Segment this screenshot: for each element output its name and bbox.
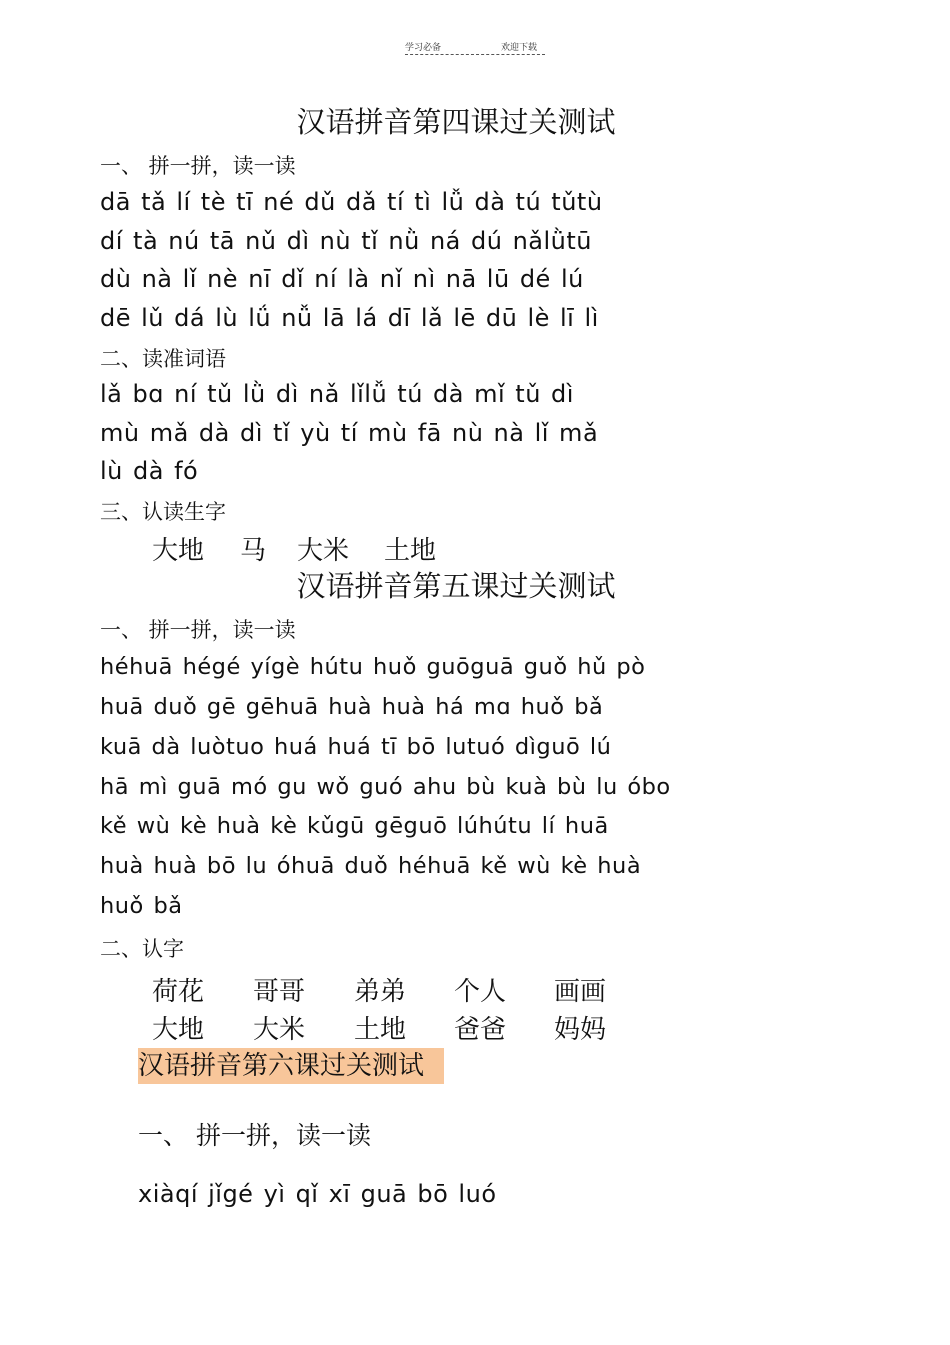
- header-left-text: 学习必备: [405, 43, 442, 53]
- lesson5-pinyin-line: hā mì guā mó gu wǒ guó ahu bù kuà bù lu óbo: [100, 774, 671, 800]
- character-item: 土地: [354, 1015, 407, 1045]
- lesson4-word-line: lǎ bɑ ní tǔ lǜ dì nǎ lǐlǚ tú dà mǐ tǔ dì: [100, 380, 574, 408]
- lesson4-word-line: mù mǎ dà dì tǐ yù tí mù fā nù nà lǐ mǎ: [100, 419, 599, 447]
- lesson5-characters-row2: [152, 1009, 606, 1046]
- lesson4-section2-heading: 二、读准词语: [100, 347, 226, 371]
- lesson5-pinyin-line: huā duǒ gē gēhuā huà huà há mɑ huǒ bǎ: [100, 694, 604, 720]
- lesson4-word-line: lù dà fó: [100, 457, 199, 485]
- lesson5-pinyin-line: héhuā hégé yígè hútu huǒ guōguā guǒ hǔ pò: [100, 654, 646, 680]
- header-right-text: 欢迎下载: [501, 43, 538, 53]
- lesson4-pinyin-line: dā tǎ lí tè tī né dǔ dǎ tí tì lǚ dà tú tǔtù: [100, 188, 603, 216]
- character-item: 大米: [253, 1015, 306, 1045]
- lesson4-section3-heading: 三、认读生字: [100, 500, 226, 524]
- lesson4-section1-heading: 一、 拼一拼，读一读: [100, 154, 296, 178]
- header-divider: [405, 54, 545, 55]
- lesson5-section1-heading: 一、 拼一拼，读一读: [100, 618, 296, 642]
- character-item: 弟弟: [354, 977, 407, 1007]
- lesson6-title-highlighted: 汉语拼音第六课过关测试: [138, 1048, 444, 1084]
- character-item: 画画: [554, 977, 607, 1007]
- lesson4-pinyin-line: dí tà nú tā nǔ dì nù tǐ nǜ ná dú nǎlǜtū: [100, 227, 593, 255]
- lesson4-title: 汉语拼音第四课过关测试: [296, 105, 616, 139]
- character-item: 大地: [152, 536, 205, 566]
- character-item: 妈妈: [554, 1015, 607, 1045]
- character-item: 爸爸: [454, 1015, 507, 1045]
- character-item: 大地: [152, 1015, 205, 1045]
- character-item: 个人: [454, 977, 507, 1007]
- lesson5-pinyin-line: kuā dà luòtuo huá huá tī bō lutuó dìguō lú: [100, 734, 612, 760]
- character-item: 荷花: [152, 977, 205, 1007]
- lesson5-pinyin-line: huà huà bō lu óhuā duǒ héhuā kě wù kè huà: [100, 853, 642, 879]
- lesson4-pinyin-line: dù nà lǐ nè nī dǐ ní là nǐ nì nā lū dé lú: [100, 265, 584, 293]
- lesson6-section1-heading: 一、 拼一拼，读一读: [138, 1121, 371, 1150]
- character-item: 大米: [297, 536, 350, 566]
- lesson5-pinyin-line: huǒ bǎ: [100, 893, 183, 919]
- lesson4-pinyin-line: dē lǔ dá lù lǘ nǚ lā lá dī lǎ lē dū lè lī lì: [100, 304, 599, 332]
- lesson5-pinyin-line: kě wù kè huà kè kǔgū gēguō lúhútu lí huā: [100, 813, 609, 839]
- lesson5-section2-heading: 二、认字: [100, 937, 184, 961]
- lesson4-characters: [152, 530, 436, 567]
- character-item: 马: [240, 536, 267, 566]
- lesson5-characters-row1: [152, 971, 606, 1008]
- lesson6-pinyin-line: xiàqí jǐgé yì qǐ xī guā bō luó: [138, 1180, 497, 1208]
- character-item: 哥哥: [253, 977, 306, 1007]
- character-item: 土地: [384, 536, 437, 566]
- lesson5-title: 汉语拼音第五课过关测试: [296, 569, 616, 603]
